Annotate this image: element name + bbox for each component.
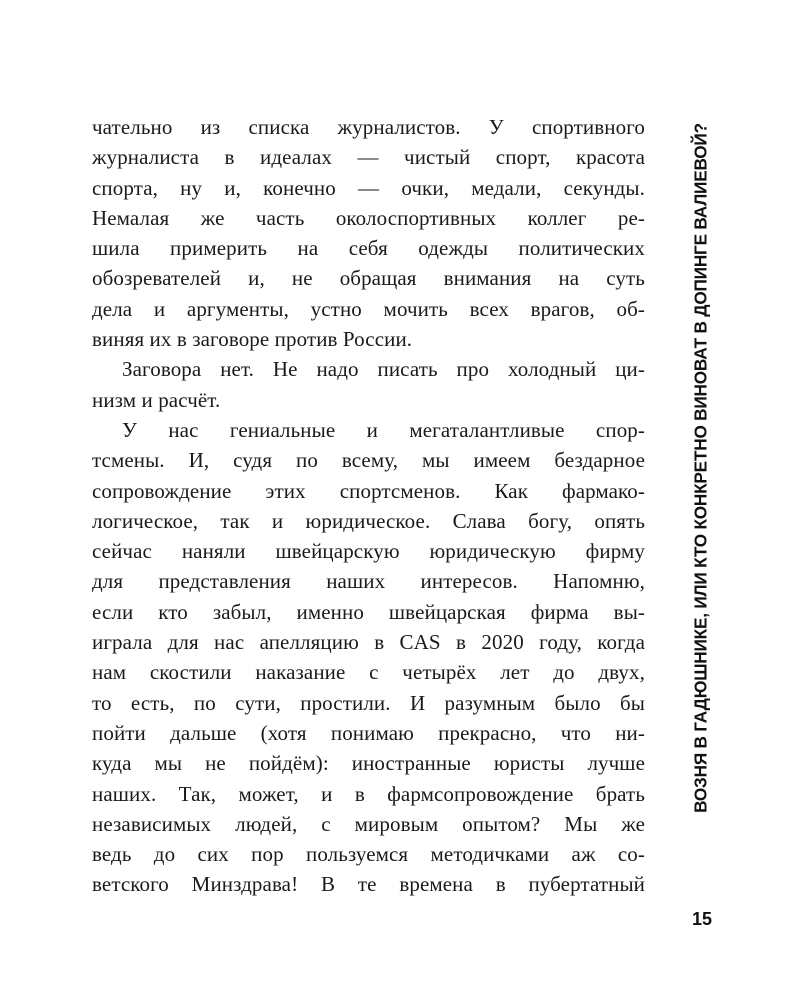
text-line: ведь до сих пор пользуемся методичками аж со-: [92, 842, 645, 867]
text-line: Заговора нет. Не надо писать про холодный ци-: [122, 357, 645, 382]
running-head-text: ВОЗНЯ В ГАДЮШНИКЕ, ИЛИ КТО КОНКРЕТНО ВИНОВАТ В ДОПИНГЕ ВАЛИЕВОЙ?: [690, 123, 711, 813]
page-number: 15: [691, 909, 712, 929]
text-line: играла для нас апелляцию в CAS в 2020 году, когда: [92, 630, 645, 655]
text-line: независимых людей, с мировым опытом? Мы же: [92, 811, 645, 836]
text-line: нам скостили наказание с четырёх лет до двух,: [92, 660, 645, 685]
text-line: У нас гениальные и мегаталантливые спор-: [122, 417, 645, 442]
text-line: обозревателей и, не обращая внимания на суть: [92, 266, 645, 291]
text-line: тсмены. И, судя по всему, мы имеем бездарное: [92, 448, 645, 473]
text-line: сопровождение этих спортсменов. Как фармако-: [92, 478, 645, 503]
paragraph-3: [92, 415, 645, 900]
text-line: виняя их в заговоре против России.: [92, 327, 413, 352]
paragraph-1: [92, 112, 645, 354]
text-line: шила примерить на себя одежды политических: [92, 236, 645, 261]
text-line: если кто забыл, именно швейцарская фирма вы-: [92, 599, 645, 624]
running-head: [688, 93, 714, 843]
text-line: логическое, так и юридическое. Слава богу, опять: [92, 508, 645, 533]
body-text: [92, 112, 645, 900]
text-line: Немалая же часть околоспортивных коллег ре-: [92, 205, 645, 230]
text-line: чательно из списка журналистов. У спортивного: [92, 115, 645, 139]
paragraph-2: [92, 354, 645, 415]
text-line: куда мы не пойдём): иностранные юристы лучше: [92, 751, 645, 776]
text-line: дела и аргументы, устно мочить всех врагов, об-: [92, 296, 645, 321]
text-line: спорта, ну и, конечно — очки, медали, секунды.: [92, 175, 645, 200]
text-line: ветского Минздрава! В те времена в пубертатный: [92, 872, 645, 897]
text-line: то есть, по сути, простили. И разумным было бы: [92, 690, 645, 715]
text-line: наших. Так, может, и в фармсопровождение брать: [92, 781, 645, 806]
text-line: пойти дальше (хотя понимаю прекрасно, что ни-: [92, 720, 645, 745]
text-line: низм и расчёт.: [92, 387, 221, 412]
text-line: сейчас наняли швейцарскую юридическую фирму: [92, 539, 645, 564]
text-line: для представления наших интересов. Напомню,: [92, 569, 645, 594]
text-line: журналиста в идеалах — чистый спорт, красота: [92, 145, 645, 170]
